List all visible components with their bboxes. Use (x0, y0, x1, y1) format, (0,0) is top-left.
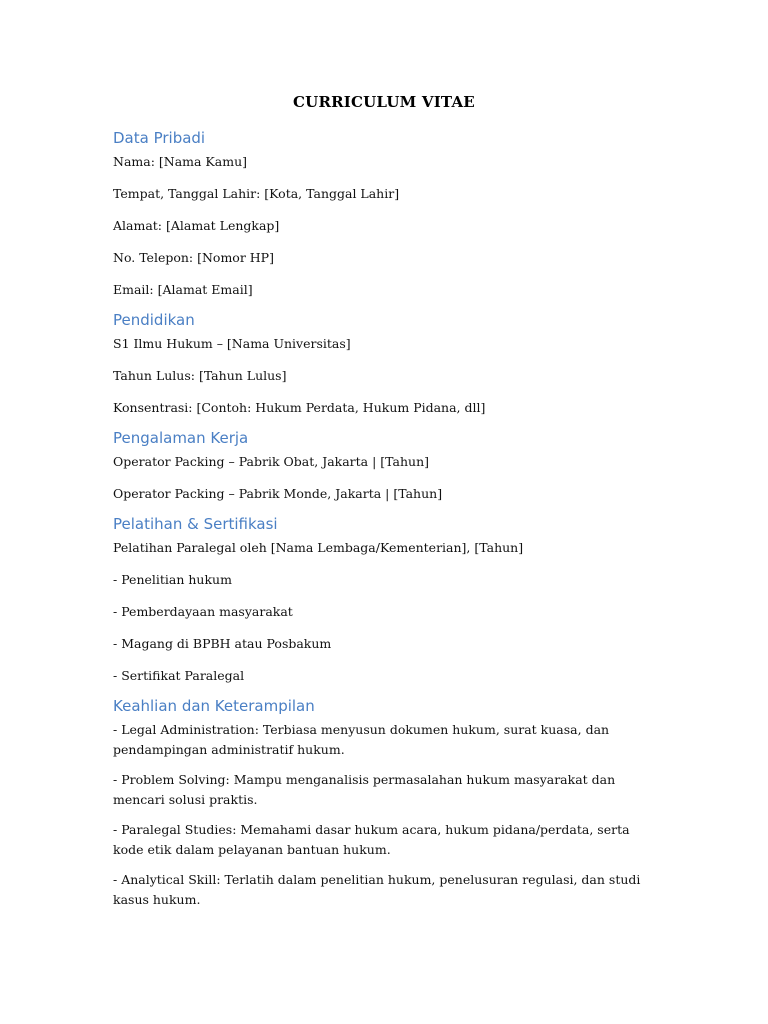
section-training (113, 514, 653, 686)
section-skills (113, 696, 653, 910)
experience-item: Operator Packing – Pabrik Obat, Jakarta | [Tahun] (113, 454, 430, 469)
training-list-item: - Penelitian hukum (113, 572, 232, 587)
personal-birth-line: Tempat, Tanggal Lahir: [Kota, Tanggal Lahir] (113, 186, 400, 201)
section-heading-personal-data: Data Pribadi (113, 129, 206, 147)
personal-phone-line: No. Telepon: [Nomor HP] (113, 250, 274, 265)
section-heading-training: Pelatihan & Sertifikasi (113, 515, 278, 533)
section-experience (113, 428, 653, 504)
document-body (113, 128, 653, 920)
training-main-line: Pelatihan Paralegal oleh [Nama Lembaga/Kementerian], [Tahun] (113, 540, 524, 555)
personal-email-line: Email: [Alamat Email] (113, 282, 253, 297)
education-concentration-line: Konsentrasi: [Contoh: Hukum Perdata, Hukum Pidana, dll] (113, 400, 486, 415)
skill-item: - Problem Solving: Mampu menganalisis permasalahan hukum masyarakat dan mencari solusi praktis. (113, 772, 616, 807)
section-heading-skills: Keahlian dan Keterampilan (113, 697, 315, 715)
skill-item: - Analytical Skill: Terlatih dalam penelitian hukum, penelusuran regulasi, dan studi kasus hukum. (113, 872, 641, 907)
section-personal-data (113, 128, 653, 300)
training-list-item: - Pemberdayaan masyarakat (113, 604, 293, 619)
skill-item: - Legal Administration: Terbiasa menyusun dokumen hukum, surat kuasa, dan pendampingan administratif hukum. (113, 722, 610, 757)
experience-item: Operator Packing – Pabrik Monde, Jakarta | [Tahun] (113, 486, 443, 501)
section-education (113, 310, 653, 418)
personal-address-line: Alamat: [Alamat Lengkap] (113, 218, 280, 233)
education-degree-line: S1 Ilmu Hukum – [Nama Universitas] (113, 336, 351, 351)
training-list-item: - Sertifikat Paralegal (113, 668, 245, 683)
section-heading-experience: Pengalaman Kerja (113, 429, 249, 447)
section-heading-education: Pendidikan (113, 311, 195, 329)
training-list-item: - Magang di BPBH atau Posbakum (113, 636, 332, 651)
document-title: CURRICULUM VITAE (293, 93, 475, 111)
education-graduation-line: Tahun Lulus: [Tahun Lulus] (113, 368, 287, 383)
personal-name-line: Nama: [Nama Kamu] (113, 154, 247, 169)
skill-item: - Paralegal Studies: Memahami dasar hukum acara, hukum pidana/perdata, serta kode etik dalam pelayanan bantuan hukum. (113, 822, 630, 857)
